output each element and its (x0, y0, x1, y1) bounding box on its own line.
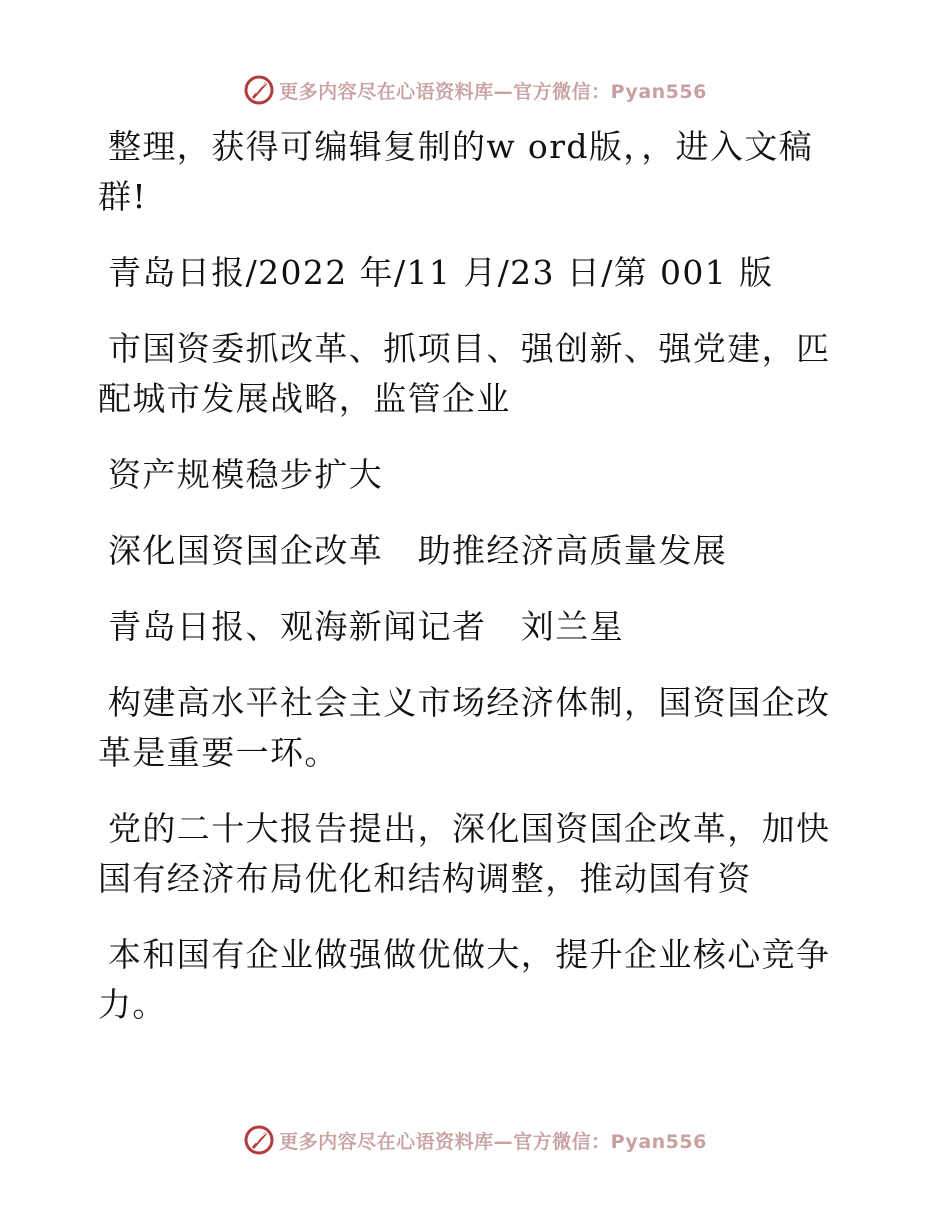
paragraph: 资产规模稳步扩大 (108, 455, 384, 494)
paragraph: 深化国资国企改革 助推经济高质量发展 (108, 531, 728, 570)
quill-logo-icon (243, 1124, 275, 1156)
watermark-text: 更多内容尽在心语资料库—官方微信：Pyan556 (279, 1130, 707, 1153)
paragraph: 市国资委抓改革、抓项目、强创新、强党建，匹配城市发展战略，监管企业 (98, 329, 831, 418)
paragraph: 构建高水平社会主义市场经济体制，国资国企改革是重要一环。 (98, 683, 831, 772)
paragraph: 整理，获得可编辑复制的w ord版，，进入文稿群! (98, 127, 814, 216)
footer-watermark (0, 1120, 950, 1160)
document-body (98, 122, 838, 1056)
header-watermark (0, 70, 950, 110)
watermark-text: 更多内容尽在心语资料库—官方微信：Pyan556 (279, 80, 707, 103)
quill-logo-icon (243, 74, 275, 106)
paragraph: 本和国有企业做强做优做大，提升企业核心竞争力。 (98, 935, 831, 1024)
paragraph: 青岛日报/2022 年/11 月/23 日/第 001 版 (108, 253, 774, 292)
paragraph: 青岛日报、观海新闻记者 刘兰星 (108, 607, 624, 646)
paragraph: 党的二十大报告提出，深化国资国企改革，加快国有经济布局优化和结构调整，推动国有资 (98, 809, 831, 898)
